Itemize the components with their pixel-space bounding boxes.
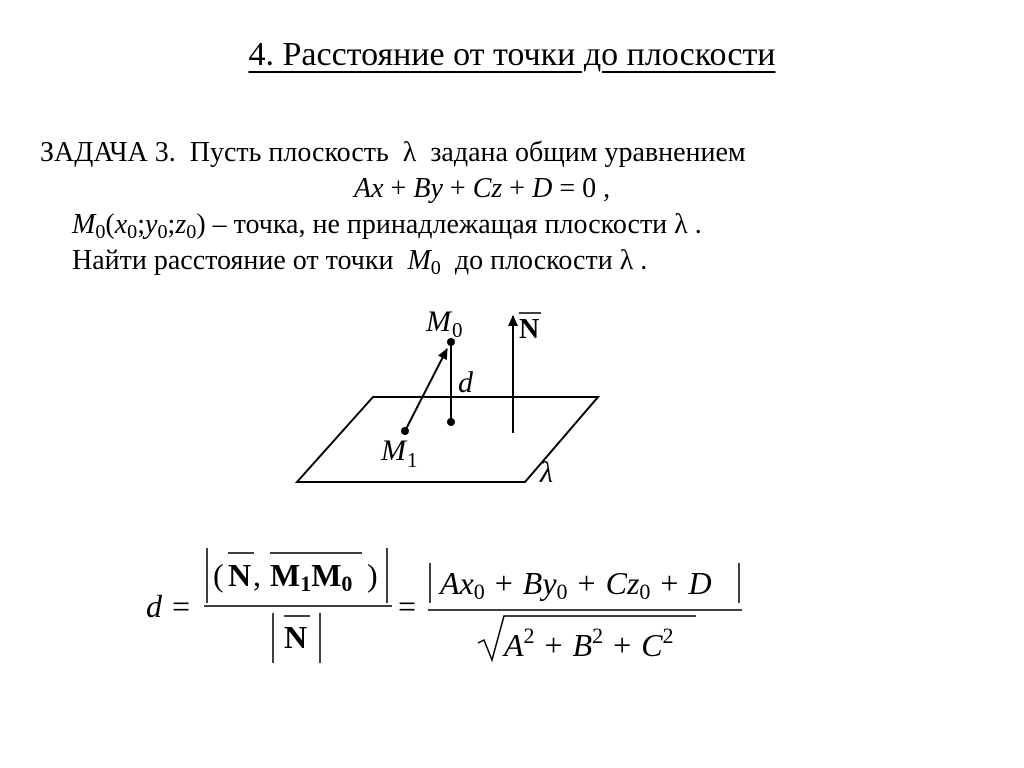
normal-label-N: N: [519, 314, 540, 345]
label-M1: $M_1$: [381, 434, 418, 472]
task-label: ЗАДАЧА 3.: [40, 137, 176, 168]
svg-text:=: =: [172, 588, 191, 624]
task-text-4: Найти расстояние от точки: [72, 245, 394, 276]
svg-text:,: ,: [253, 557, 261, 593]
svg-text:(: (: [213, 557, 224, 593]
task-line-3: $M_0(x_0;y_0;z_0)$ – точка, не принадлежащая плоскости λ .: [72, 209, 702, 244]
distance-formula: [146, 548, 742, 663]
svg-text:d: d: [146, 588, 162, 624]
foot-point: [447, 418, 455, 426]
svg-text:Ax0+By0+Cz0+D: Ax0 + By0 + Cz0 + D: [440, 565, 712, 604]
label-M0: $M_0$: [426, 305, 463, 342]
svg-text:A2+B2+C2: $A^2 + B^2 + C^2$: [504, 623, 674, 663]
plane-equation: Ax + By + Cz + D = 0 ,: [354, 173, 611, 204]
task-line-4: Найти расстояние от точки $M_0$ до плоскости λ .: [72, 245, 648, 280]
task-text-1a: Пусть плоскость: [189, 137, 389, 168]
svg-text:N: N: [284, 619, 308, 655]
svg-text:N: N: [228, 557, 252, 593]
title-text: 4. Расстояние от точки до плоскости: [248, 36, 776, 73]
label-lambda: λ: [540, 456, 553, 489]
task-text-3: – точка, не принадлежащая плоскости: [212, 209, 668, 240]
label-d: d: [458, 366, 473, 399]
svg-text:=: =: [398, 588, 417, 624]
svg-text:): ): [367, 557, 378, 593]
vector-M1M0: [405, 349, 447, 431]
lambda-symbol: λ: [402, 137, 417, 168]
task-text-1b: задана общим уравнением: [430, 137, 746, 168]
svg-text:M1M0: M1M0: [270, 557, 353, 596]
